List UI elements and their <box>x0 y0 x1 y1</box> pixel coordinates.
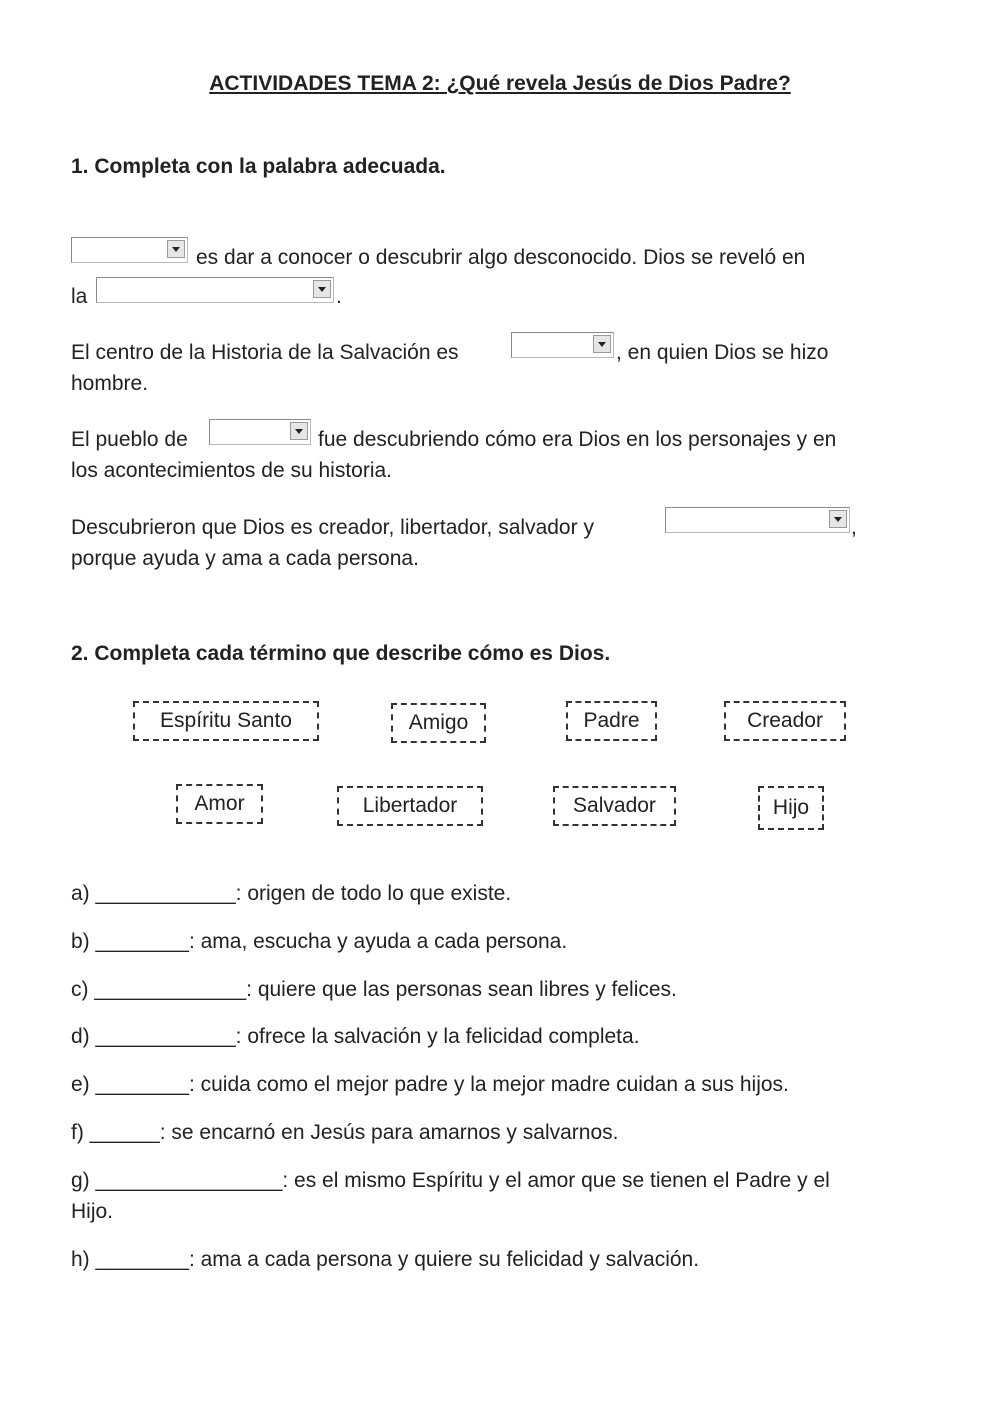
list-item: g) ________________: es el mismo Espíritu y el amor que se tienen el Padre y el <box>71 1169 830 1192</box>
list-item: Hijo. <box>71 1200 114 1223</box>
term-chip[interactable]: Espíritu Santo <box>133 701 319 741</box>
term-chip[interactable]: Libertador <box>337 786 483 826</box>
dropdown-2[interactable] <box>96 277 334 303</box>
dropdown-3[interactable] <box>511 332 614 358</box>
term-chip[interactable]: Hijo <box>758 786 824 830</box>
p4-line2: porque ayuda y ama a cada persona. <box>71 547 419 570</box>
dropdown-5[interactable] <box>665 507 850 533</box>
p1-text-2: la <box>71 285 88 308</box>
list-item: a) ____________: origen de todo lo que existe. <box>71 882 512 905</box>
list-item: h) ________: ama a cada persona y quiere su felicidad y salvación. <box>71 1248 700 1271</box>
p1-end: . <box>336 285 342 308</box>
list-item: e) ________: cuida como el mejor padre y la mejor madre cuidan a sus hijos. <box>71 1073 789 1096</box>
list-item: c) _____________: quiere que las personas sean libres y felices. <box>71 978 677 1001</box>
term-chip[interactable]: Creador <box>724 701 846 741</box>
p3-text: El pueblo de <box>71 428 188 451</box>
term-chip[interactable]: Amor <box>176 784 263 824</box>
p3-line2: los acontecimientos de su historia. <box>71 459 392 482</box>
p1-text: es dar a conocer o descubrir algo desconocido. Dios se reveló en <box>196 246 806 269</box>
p3-text-2: fue descubriendo cómo era Dios en los personajes y en <box>318 428 837 451</box>
list-item: f) ______: se encarnó en Jesús para amarnos y salvarnos. <box>71 1121 619 1144</box>
dropdown-4[interactable] <box>209 419 311 445</box>
section1-heading: 1. Completa con la palabra adecuada. <box>71 155 446 178</box>
list-item: b) ________: ama, escucha y ayuda a cada persona. <box>71 930 568 953</box>
term-chip[interactable]: Salvador <box>553 786 676 826</box>
p2-text-2: , en quien Dios se hizo <box>616 341 829 364</box>
list-item: d) ____________: ofrece la salvación y la felicidad completa. <box>71 1025 640 1048</box>
dropdown-1[interactable] <box>71 237 188 263</box>
chevron-down-icon[interactable] <box>313 280 331 298</box>
chevron-down-icon[interactable] <box>167 240 185 258</box>
section2-heading: 2. Completa cada término que describe cómo es Dios. <box>71 642 611 665</box>
term-chip[interactable]: Padre <box>566 701 657 741</box>
p2-text: El centro de la Historia de la Salvación es <box>71 341 459 364</box>
p4-text: Descubrieron que Dios es creador, libertador, salvador y <box>71 516 594 539</box>
chevron-down-icon[interactable] <box>593 335 611 353</box>
p4-text-2: , <box>851 516 857 539</box>
chevron-down-icon[interactable] <box>829 510 847 528</box>
chevron-down-icon[interactable] <box>290 422 308 440</box>
p2-line2: hombre. <box>71 372 149 395</box>
term-chip[interactable]: Amigo <box>391 703 486 743</box>
page-title: ACTIVIDADES TEMA 2: ¿Qué revela Jesús de Dios Padre? <box>209 72 791 95</box>
